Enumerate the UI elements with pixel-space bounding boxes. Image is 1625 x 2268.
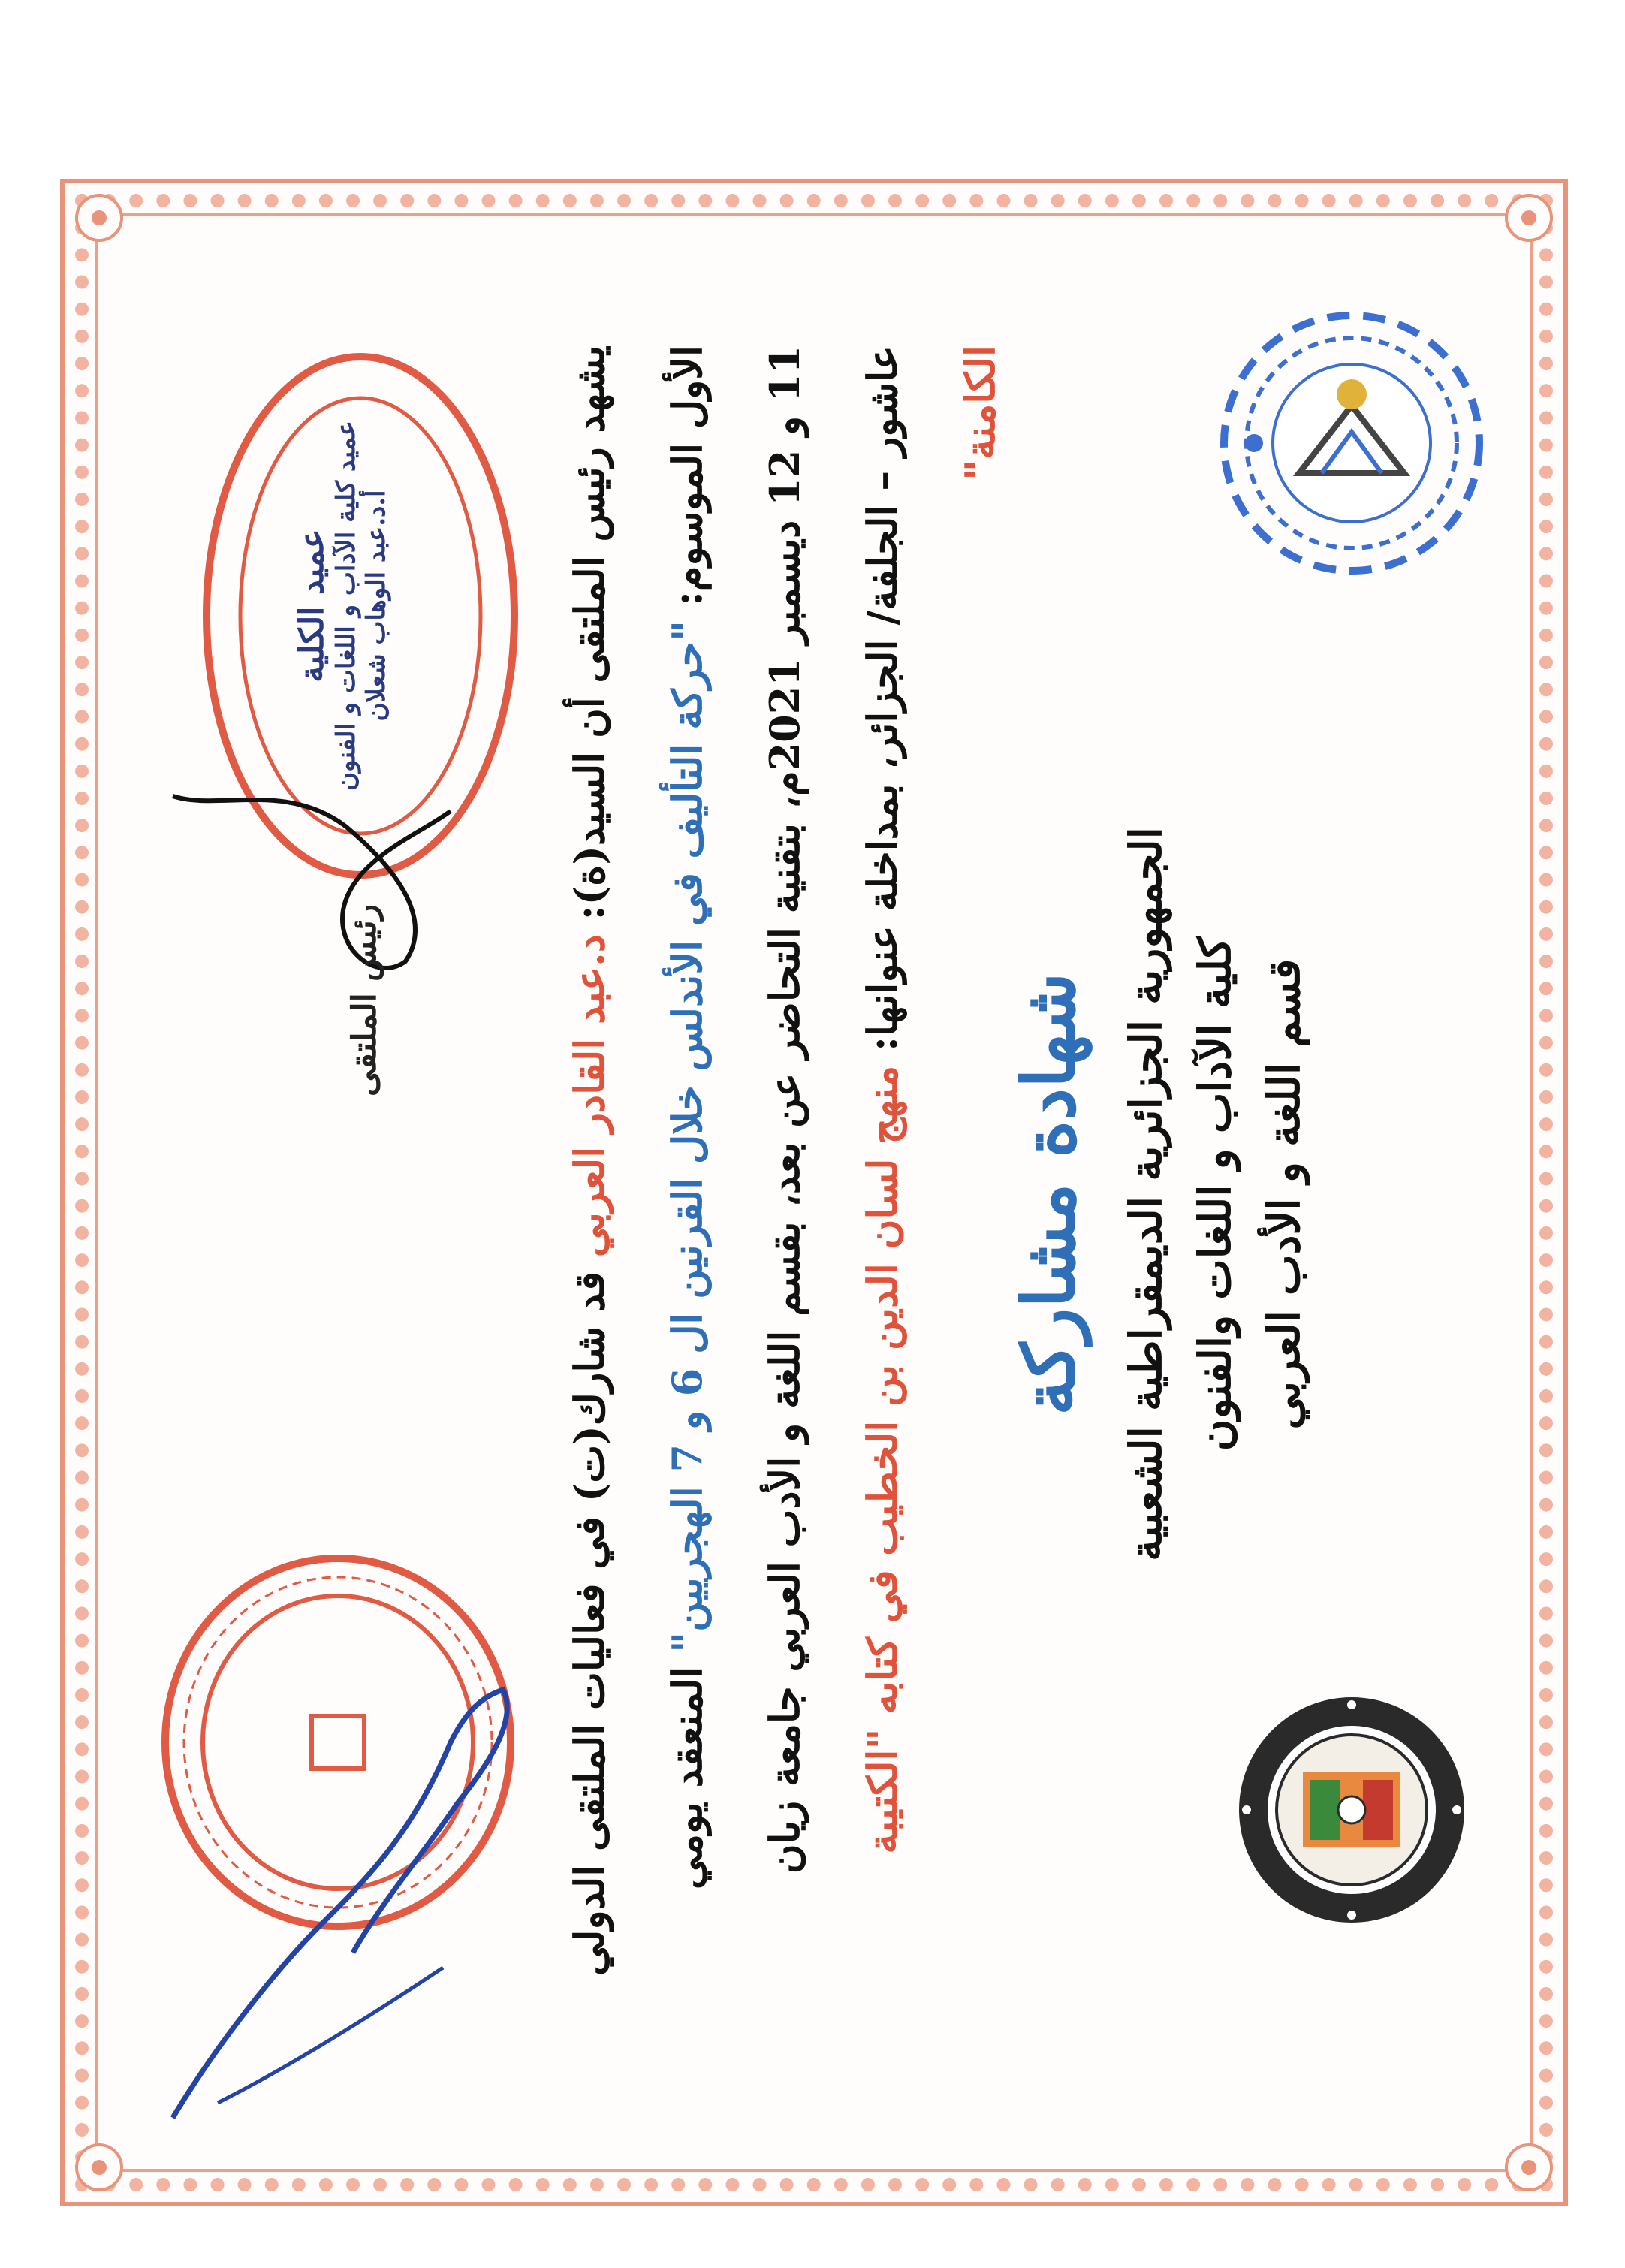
intro-text: يشهد رئيس الملتقى أن السيد(ة): — [565, 345, 614, 921]
dean-signature-block — [293, 421, 391, 791]
dean-name-line-1: عميد كلية الآداب و اللغات و الفنون — [331, 421, 361, 791]
faculty-line: كلية الآداب و اللغات والفنون — [1189, 936, 1241, 1452]
republic-line: الجمهورية الجزائرية الديمقراطية الشعبية — [1120, 827, 1171, 1561]
corner-ornament-icon — [75, 194, 123, 242]
paper-title: منهج لسان الدين بن الخطيب في كتابه "الكتيبة — [858, 1065, 906, 1854]
certificate-content — [150, 300, 1502, 2088]
titled-text: الأول الموسوم: — [663, 345, 711, 606]
body-line-4 — [834, 345, 931, 2043]
dean-name-line-2: أ.د.عبد الوهاب شعلان — [361, 490, 391, 722]
body-line-2 — [638, 345, 736, 2043]
chair-title: رئيس الملتقى — [345, 903, 384, 1096]
conference-title: "حركة التأليف في الأندلس خلال القرنين ال 6 و 7 الهجريين" — [663, 620, 711, 1653]
corner-ornament-icon — [75, 2143, 123, 2191]
dean-title: عميد الكلية — [293, 529, 331, 683]
department-line: قسم اللغة و الأدب العربي — [1259, 958, 1310, 1430]
chair-signature-block — [345, 904, 384, 1096]
participation-text: قد شارك(ت) في فعاليات الملتقى الدولي — [565, 1271, 614, 1977]
institution-header — [1111, 300, 1319, 2088]
paper-intro-text: عاشور – الجلفة/ الجزائر، بمداخلة عنوانها: — [858, 345, 906, 1051]
body-line-3: 11 و 12 ديسمبر 2021م، بتقنية التحاضر عن بعد، بقسم اللغة و الأدب العربي جامعة زيان — [761, 345, 809, 1874]
body-line-5: الكامنة" — [956, 345, 1004, 481]
certificate-title: شهادة مشاركة — [1006, 972, 1091, 1416]
held-text: المنعقد يومي — [663, 1666, 711, 1889]
corner-ornament-icon — [1505, 2143, 1553, 2191]
corner-ornament-icon — [1505, 194, 1553, 242]
certificate-body — [541, 345, 1029, 2043]
body-line-1 — [541, 345, 638, 2043]
participant-name: د.عبد القادر العربي — [565, 934, 614, 1258]
